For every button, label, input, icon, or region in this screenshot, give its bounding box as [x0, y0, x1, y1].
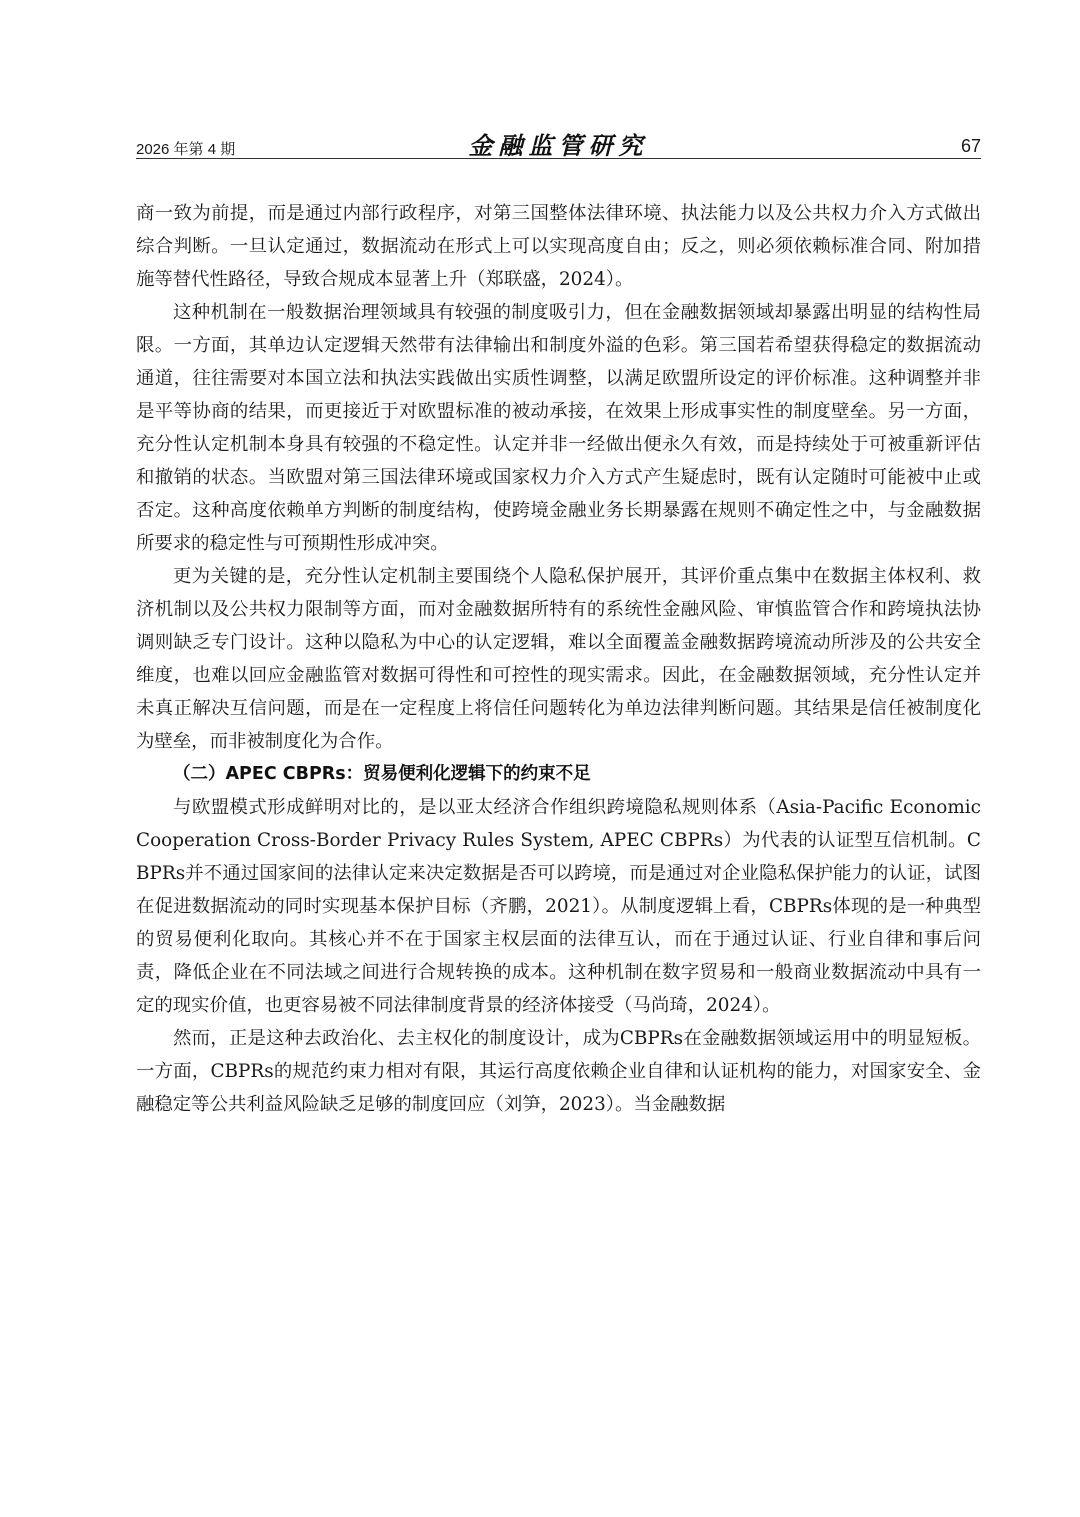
- paragraph: 然而，正是这种去政治化、去主权化的制度设计，成为CBPRs在金融数据领域运用中的明显短板。一方面，CBPRs的规范约束力相对有限，其运行高度依赖企业自律和认证机构的能力，对国家安全、金融稳定等公共利益风险缺乏足够的制度回应（刘笋，2023）。当金融数据: [136, 1028, 981, 1115]
- article-body: [136, 197, 981, 1121]
- issue-label: 2026 年第 4 期: [136, 141, 236, 158]
- page-number: 67: [960, 136, 981, 156]
- page-header: [136, 126, 981, 160]
- paragraph: 这种机制在一般数据治理领域具有较强的制度吸引力，但在金融数据领域却暴露出明显的结构性局限。一方面，其单边认定逻辑天然带有法律输出和制度外溢的色彩。第三国若希望获得稳定的数据流动通道，往往需要对本国立法和执法实践做出实质性调整，以满足欧盟所设定的评价标准。这种调整并非是平等协商的结果，而更接近于对欧盟标准的被动承接，在效果上形成事实性的制度壁垒。另一方面，充分性认定机制本身具有较强的不稳定性。认定并非一经做出便永久有效，而是持续处于可被重新评估和撤销的状态。当欧盟对第三国法律环境或国家权力介入方式产生疑虑时，既有认定随时可能被中止或否定。这种高度依赖单方判断的制度结构，使跨境金融业务长期暴露在规则不确定性之中，与金融数据所要求的稳定性与可预期性形成冲突。: [136, 302, 981, 554]
- paragraph: 与欧盟模式形成鲜明对比的，是以亚太经济合作组织跨境隐私规则体系（Asia-Pacific Economic Cooperation Cross-Border Privacy Rules System, APEC CBPRs）为代表的认证型互信机制。CBPRs并不通过国家间的法律认定来决定数据是否可以跨境，而是通过对企业隐私保护能力的认证，试图在促进数据流动的同时实现基本保护目标（齐鹏，2021）。从制度逻辑上看，CBPRs体现的是一种典型的贸易便利化取向。其核心并不在于国家主权层面的法律互认，而在于通过认证、行业自律和事后问责，降低企业在不同法域之间进行合规转换的成本。这种机制在数字贸易和一般商业数据流动中具有一定的现实价值，也更容易被不同法律制度背景的经济体接受（马尚琦，2024）。: [136, 797, 981, 1016]
- section-heading: （二）APEC CBPRs：贸易便利化逻辑下的约束不足: [173, 764, 591, 784]
- paragraph: 更为关键的是，充分性认定机制主要围绕个人隐私保护展开，其评价重点集中在数据主体权利、救济机制以及公共权力限制等方面，而对金融数据所特有的系统性金融风险、审慎监管合作和跨境执法协调则缺乏专门设计。这种以隐私为中心的认定逻辑，难以全面覆盖金融数据跨境流动所涉及的公共安全维度，也难以回应金融监管对数据可得性和可控性的现实需求。因此，在金融数据领域，充分性认定并未真正解决互信问题，而是在一定程度上将信任问题转化为单边法律判断问题。其结果是信任被制度化为壁垒，而非被制度化为合作。: [136, 566, 981, 752]
- header-rule: [136, 158, 981, 159]
- journal-title: 金融监管研究: [468, 131, 649, 160]
- paragraph: 商一致为前提，而是通过内部行政程序，对第三国整体法律环境、执法能力以及公共权力介入方式做出综合判断。一旦认定通过，数据流动在形式上可以实现高度自由；反之，则必须依赖标准合同、附加措施等替代性路径，导致合规成本显著上升（郑联盛，2024）。: [136, 203, 981, 290]
